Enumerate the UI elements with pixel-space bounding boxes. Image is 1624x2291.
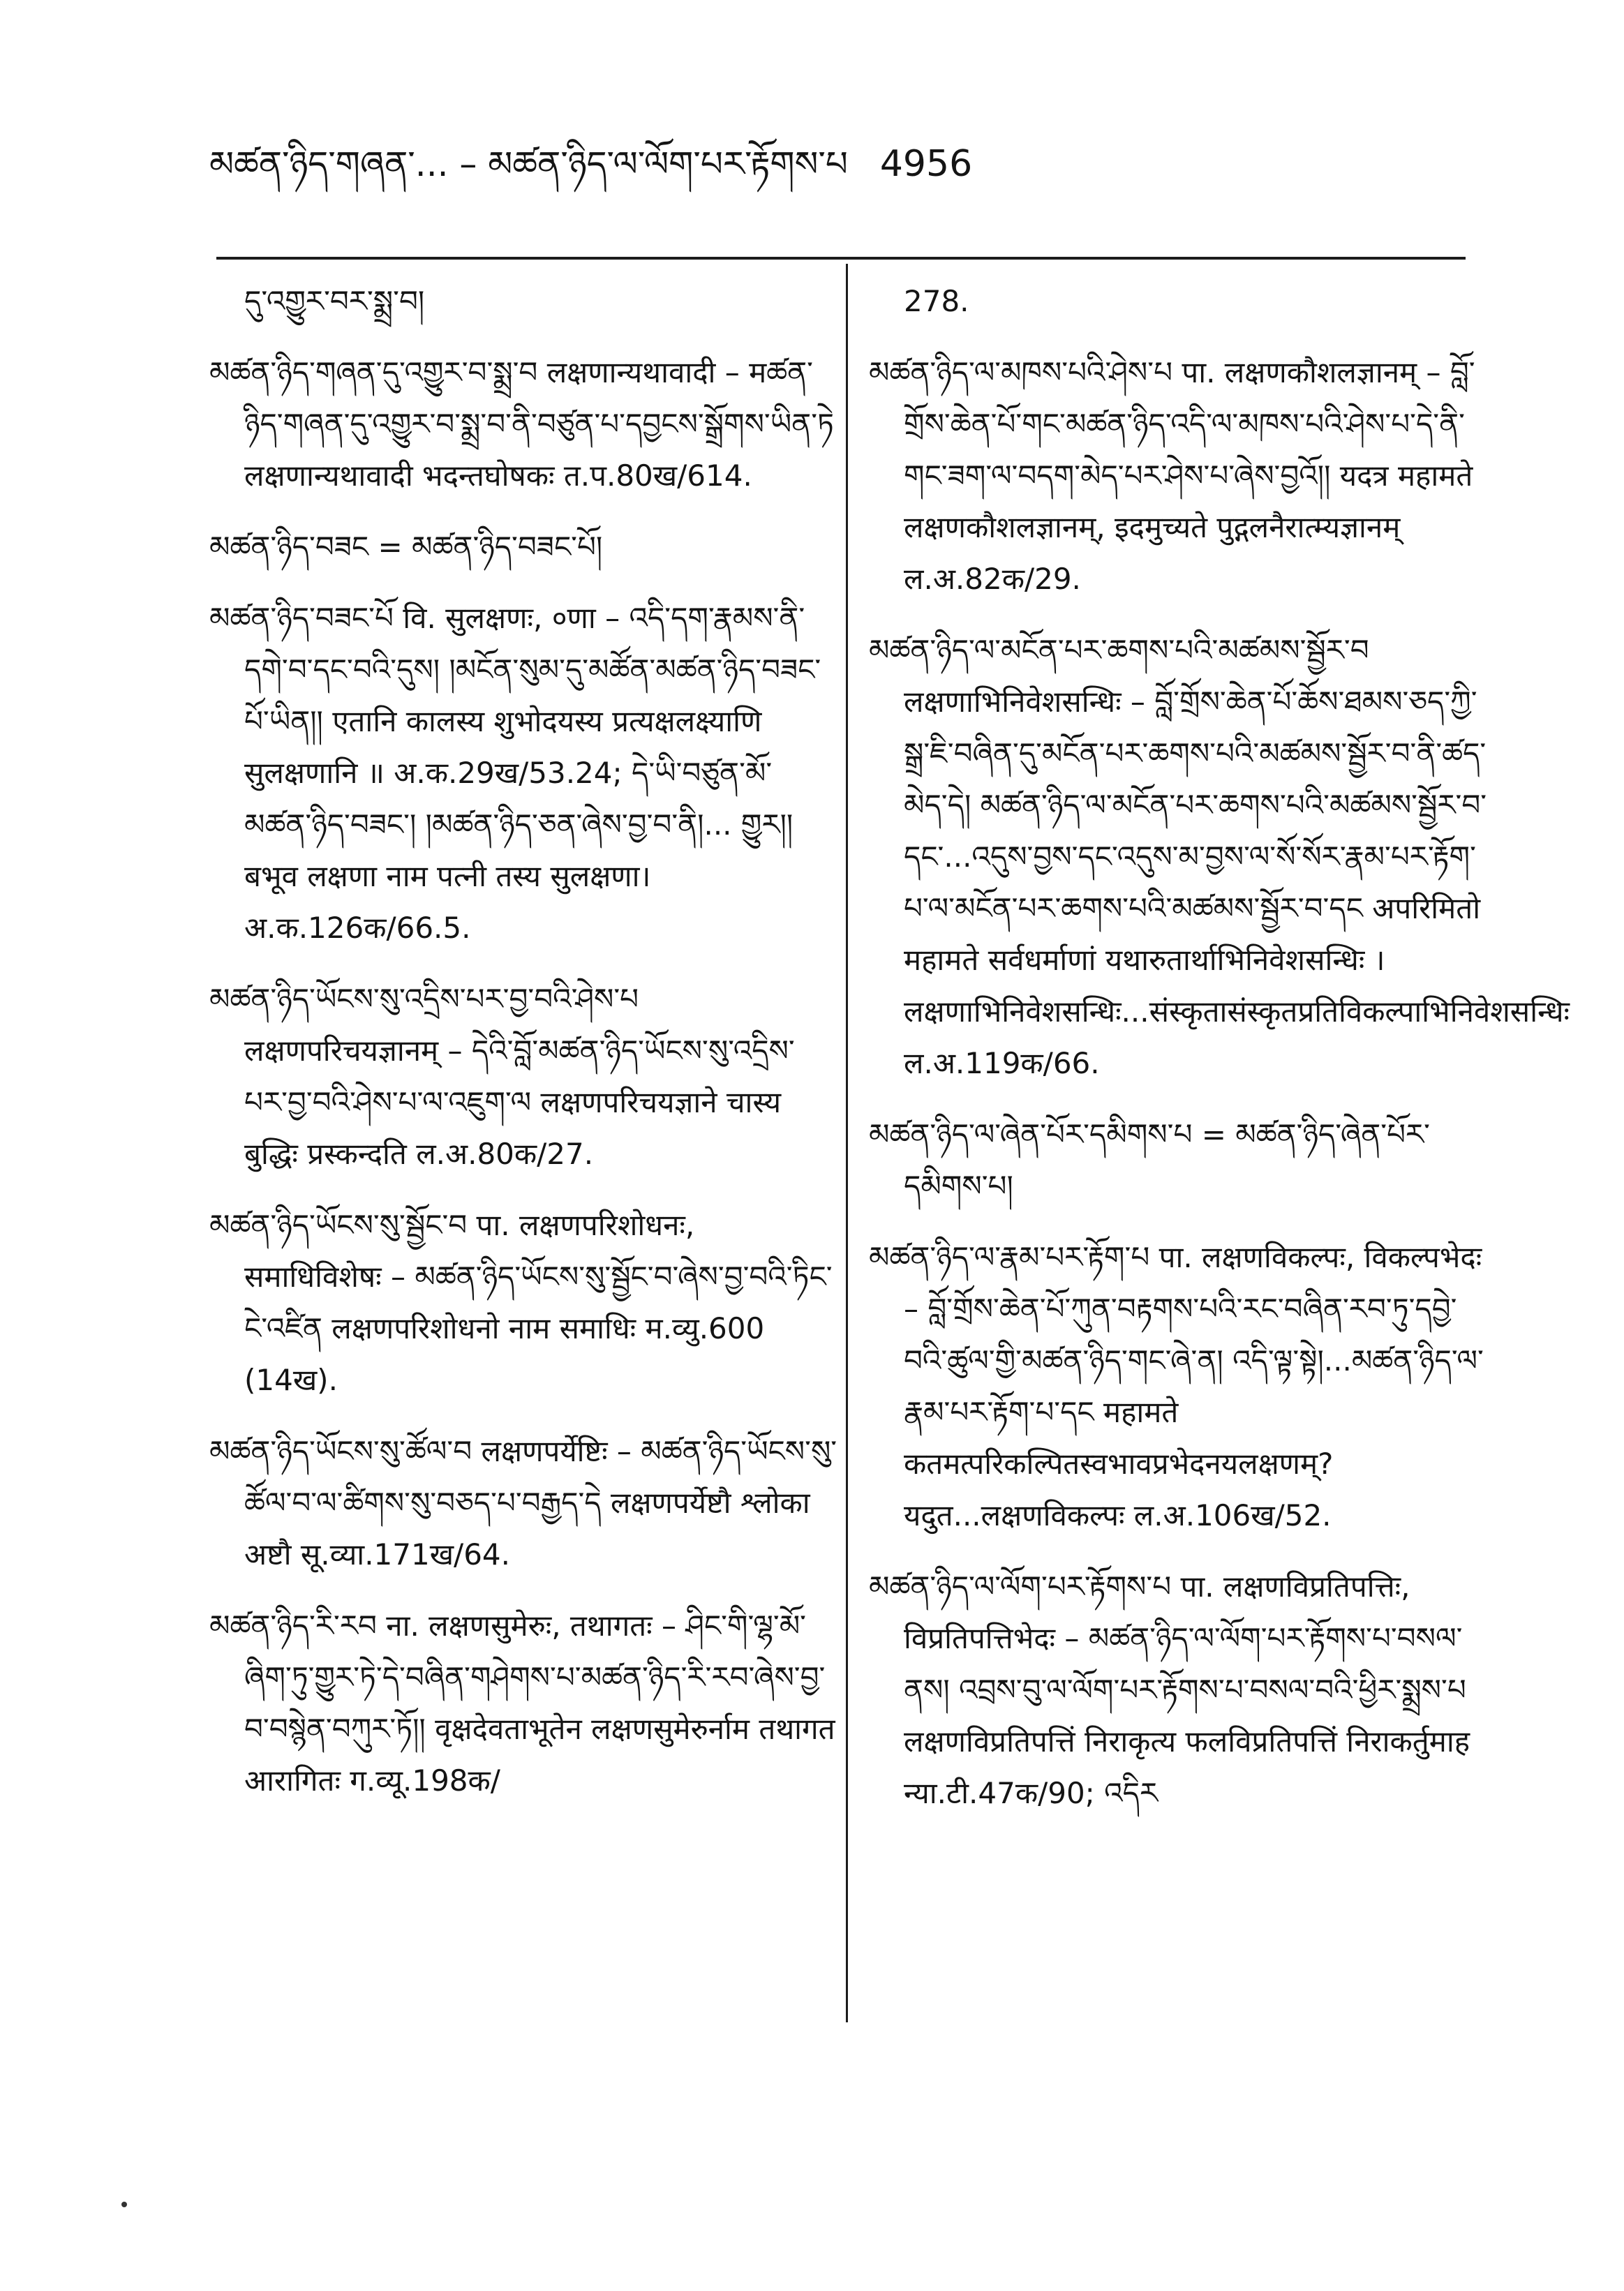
- dictionary-entry: མཚན་ཉིད་བཟང་པོ वि. सुलक्षणः, ०णा – འདི་དག་རྣམས་ནི་དགེ་བ་དང་བའི་དུས། །མངོན་སུམ་དུ་མཚོན་མཚན་ཉིད་བཟང་པོ་ཡིན།། एतानि कालस्य शुभोदयस्य प्रत्यक्षलक्ष्याणि सुलक्षणानि ॥ अ.क.29ख/53.24; དེ་ཡི་བཙུན་མོ་མཚན་ཉིད་བཟང་། །མཚན་ཉིད་ཅན་ཞེས་བྱ་བ་ནི།... གྱུར།། बभूव लक्षणा नाम पत्नी तस्य सुलक्षणा। अ.क.126क/66.5.: [209, 601, 821, 945]
- running-head-text: མཚན་ཉིད་གཞན་... – མཚན་ཉིད་ལ་ལོག་པར་རྟོགས་པ: [209, 144, 848, 184]
- running-header: [209, 143, 1480, 185]
- dictionary-entry: མཚན་ཉིད་གཞན་དུ་འགྱུར་བ་སྨྲ་བ लक्षणान्यथावादी – मཚན་ཉིད་གཞན་དུ་འགྱུར་བ་སྨྲ་བ་ནི་བཙུན་པ་དབྱངས་སྒྲོགས་ཡིན་ཏེ लक्षणान्यथावादी भदन्तघोषकः त.प.80ख/614.: [209, 355, 834, 493]
- dictionary-entry: མཚན་ཉིད་རི་རབ ना. लक्षणसुमेरुः, तथागतः – ཤིང་གི་ལྷ་མོ་ཞིག་ཏུ་གྱུར་ཏེ་དེ་བཞིན་གཤེགས་པ་མཚན་ཉིད་རི་རབ་ཞེས་བྱ་བ་བསྙེན་བཀུར་ཏོ།། वृक्षदेवताभूतेन लक्षणसुमेरुर्नाम तथागत आरागितः ग.व्यू.198क/: [209, 1609, 835, 1798]
- dictionary-entry: མཚན་ཉིད་ལ་མཁས་པའི་ཤེས་པ पा. लक्षणकौशलज्ञानम् – བློ་གྲོས་ཆེན་པོ་གང་མཚན་ཉིད་འདི་ལ་མཁས་པའི་ཤེས་པ་དེ་ནི་གང་ཟག་ལ་བདག་མེད་པར་ཤེས་པ་ཞེས་བྱའོ།། यदत्र महामते लक्षणकौशलज्ञानम्, इदमुच्यते पुद्गलनैरात्म्यज्ञानम् ल.अ.82क/29.: [869, 355, 1475, 596]
- dictionary-entry: མཚན་ཉིད་ལ་ལོག་པར་རྟོགས་པ पा. लक्षणविप्रतिपत्तिः, विप्रतिपत्तिभेदः – མཚན་ཉིད་ལ་ལོག་པར་རྟོགས་པ་བསལ་ནས། འབྲས་བུ་ལ་ལོག་པར་རྟོགས་པ་བསལ་བའི་ཕྱིར་སྨྲས་པ लक्षणविप्रतिपत्तिं निराकृत्य फलविप्रतिपत्तिं निराकर्तुमाह न्या.टी.47क/90; འདིར: [869, 1569, 1470, 1810]
- dictionary-entry: མཚན་ཉིད་ཡོངས་སུ་འདྲིས་པར་བྱ་བའི་ཤེས་པ लक्षणपरिचयज्ञानम् – དེའི་བློ་མཚན་ཉིད་ཡོངས་སུ་འདྲིས་པར་བྱ་བའི་ཤེས་པ་ལ་འཇུག་ལ लक्षणपरिचयज्ञाने चास्य बुद्धिः प्रस्कन्दति ल.अ.80क/27.: [209, 982, 795, 1171]
- dictionary-entry: མཚན་ཉིད་ཡོངས་སུ་ཚོལ་བ लक्षणपर्येष्टिः – མཚན་ཉིད་ཡོངས་སུ་ཚོལ་བ་ལ་ཚིགས་སུ་བཅད་པ་བརྒྱད་དེ लक्षणपर्येष्टौ श्लोका अष्टौ सू.व्या.171ख/64.: [209, 1434, 837, 1572]
- dictionary-entry: མཚན་ཉིད་ལ་ཞེན་པོར་དམིགས་པ = མཚན་ཉིད་ཞེན་པོར་དམིགས་པ།: [869, 1117, 1430, 1203]
- dictionary-entry: དུ་འགྱུར་བར་སྨྲ་བ།: [244, 284, 425, 318]
- header-rule: [216, 257, 1466, 260]
- column-divider: [846, 264, 848, 2022]
- dictionary-entry: མཚན་ཉིད་བཟང = མཚན་ཉིད་བཟང་པོ།: [209, 530, 603, 564]
- dictionary-entry: མཚན་ཉིད་ལ་མངོན་པར་ཆགས་པའི་མཚམས་སྦྱོར་བ लक्षणाभिनिवेशसन्धिः – བློ་གྲོས་ཆེན་པོ་ཆོས་ཐམས་ཅད་ཀྱི་སྒྲ་ཇི་བཞིན་དུ་མངོན་པར་ཆགས་པའི་མཚམས་སྦྱོར་བ་ནི་ཚད་མེད་དེ། མཚན་ཉིད་ལ་མངོན་པར་ཆགས་པའི་མཚམས་སྦྱོར་བ་དང་...འདུས་བྱས་དང་འདུས་མ་བྱས་ལ་སོ་སོར་རྣམ་པར་རྟོག་པ་ལ་མངོན་པར་ཆགས་པའི་མཚམས་སྦྱོར་བ་དང अपरिमितो महामते सर्वधर्माणां यथारुतार्थाभिनिवेशसन्धिः । लक्षणाभिनिवेशसन्धिः...संस्कृतासंस्कृतप्रतिविकल्पाभिनिवेशसन्धिः ल.अ.119क/66.: [869, 633, 1570, 1080]
- right-column: [869, 276, 1570, 1839]
- page-speck: [121, 2202, 127, 2207]
- page-number: 4956: [879, 143, 973, 185]
- left-column: [209, 276, 837, 1826]
- dictionary-entry: མཚན་ཉིད་ཡོངས་སུ་སྦྱོང་བ पा. लक्षणपरिशोधनः, समाधिविशेषः – མཚན་ཉིད་ཡོངས་སུ་སྦྱོང་བ་ཞེས་བྱ་བའི་ཏིང་ངེ་འཛིན लक्षणपरिशोधनो नाम समाधिः म.व्यु.600 (14ख).: [209, 1208, 833, 1397]
- dictionary-entry: མཚན་ཉིད་ལ་རྣམ་པར་རྟོག་པ पा. लक्षणविकल्पः, विकल्पभेदः – བློ་གྲོས་ཆེན་པོ་ཀུན་བརྟགས་པའི་རང་བཞིན་རབ་ཏུ་དབྱེ་བའི་ཚུལ་གྱི་མཚན་ཉིད་གང་ཞེ་ན། འདི་ལྟ་སྟེ།...མཚན་ཉིད་ལ་རྣམ་པར་རྟོག་པ་དང महामते कतमत्परिकल्पितस्वभावप्रभेदनयलक्षणम्? यदुत...लक्षणविकल्पः ल.अ.106ख/52.: [869, 1240, 1484, 1532]
- dictionary-entry: 278.: [904, 284, 969, 318]
